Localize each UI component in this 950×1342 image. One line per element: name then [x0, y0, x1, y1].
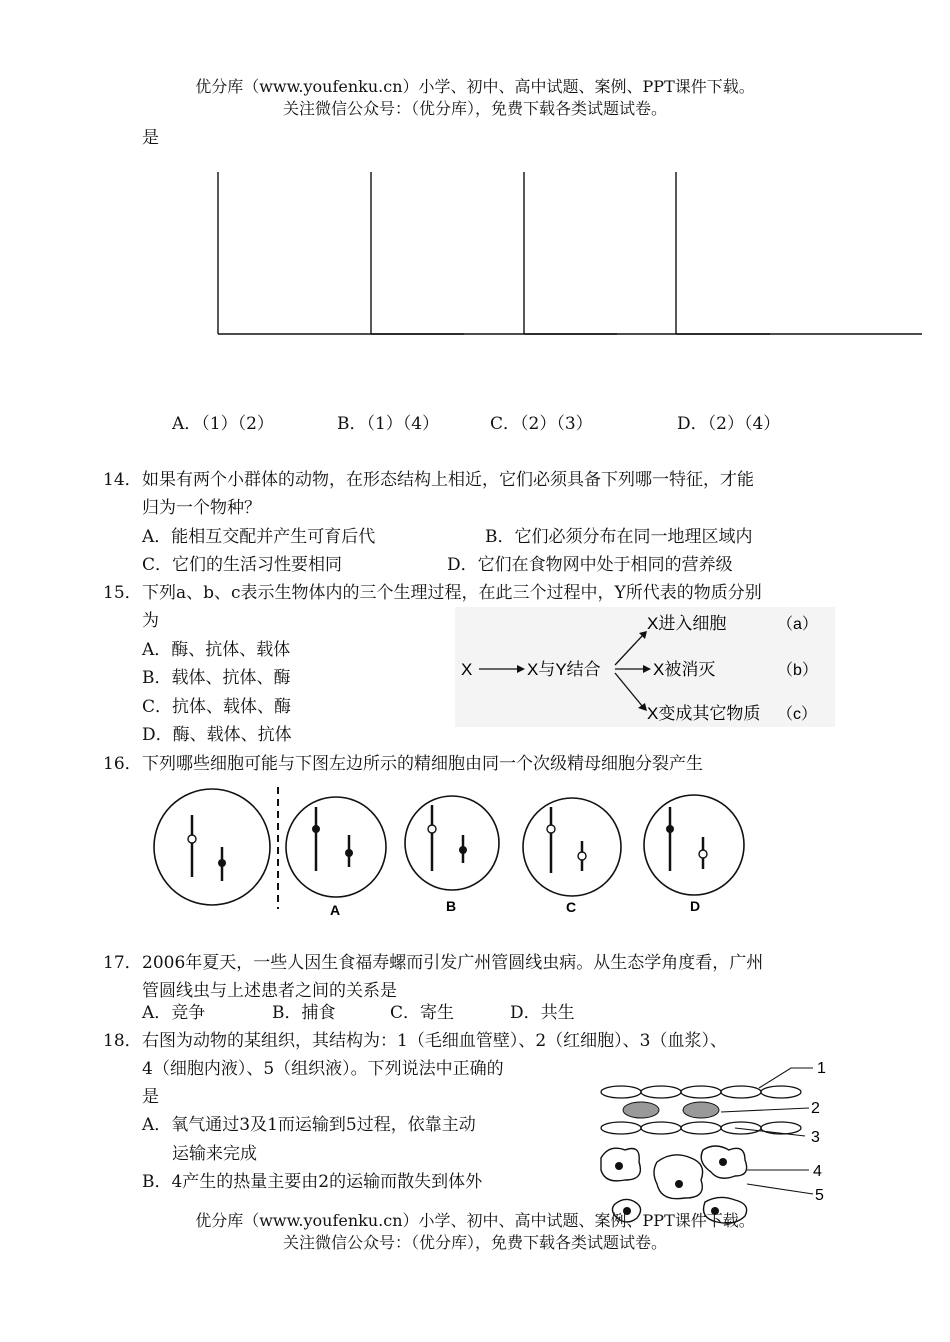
q18-stem-2: 4（细胞内液）、5（组织液）。下列说法中正确的	[142, 1059, 504, 1079]
q14-option-a[interactable]: A．能相互交配并产生可育后代	[142, 527, 376, 547]
cell-c-label: C	[566, 899, 577, 915]
q15-stem-1: 下列a、b、c表示生物体内的三个生理过程，在此三个过程中，Y所代表的物质分别	[142, 583, 762, 603]
diagram-branch-b: X被消灭	[653, 660, 716, 679]
q15-process-diagram	[455, 607, 835, 727]
q17-option-d[interactable]: D．共生	[510, 1003, 575, 1023]
header-line-2: 关注微信公众号：（优分库），免费下载各类试题试卷。	[282, 99, 667, 118]
q17-number: 17．	[103, 953, 142, 973]
q16-number: 16．	[103, 754, 142, 774]
q18-option-a-1[interactable]: A．氧气通过3及1而运输到5过程，依靠主动	[142, 1115, 476, 1135]
q18-option-a-2: 运输来完成	[172, 1144, 257, 1164]
diagram-branch-c: X变成其它物质	[647, 704, 761, 723]
q18-stem-1: 右图为动物的某组织，其结构为：1（毛细血管壁）、2（红细胞）、3（血浆）、	[142, 1031, 727, 1051]
diagram-label-b: （b）	[777, 662, 818, 679]
cell-b[interactable]	[405, 796, 499, 914]
q18-number: 18．	[103, 1031, 142, 1051]
footer-line-1: 优分库（www.youfenku.cn）小学、初中、高中试题、案例、PPT课件下载。	[195, 1211, 755, 1230]
reference-cell	[154, 789, 270, 905]
q15-number: 15．	[103, 583, 142, 603]
q14-stem-2: 归为一个物种？	[142, 498, 261, 518]
q18-stem-3: 是	[142, 1087, 159, 1107]
cell-b-label: B	[446, 898, 457, 914]
diagram-label-a: （a）	[777, 616, 818, 633]
q13-option-c[interactable]: C．（2）（3）	[490, 414, 593, 434]
red-blood-cell	[623, 1102, 659, 1118]
q14-option-b[interactable]: B．它们必须分布在同一地理区域内	[485, 527, 753, 547]
q14-stem-1: 如果有两个小群体的动物，在形态结构上相近，它们必须具备下列哪一特征，才能	[142, 470, 754, 490]
q15-option-a[interactable]: A．酶、抗体、载体	[142, 640, 291, 660]
capillary-wall-top	[601, 1086, 801, 1098]
q15-option-d[interactable]: D．酶、载体、抗体	[142, 725, 292, 745]
footer-line-2: 关注微信公众号：（优分库），免费下载各类试题试卷。	[282, 1233, 667, 1252]
q17-stem-1: 2006年夏天，一些人因生食福寿螺而引发广州管圆线虫病。从生态学角度看，广州	[142, 953, 764, 973]
q13-tail: 是	[142, 128, 159, 148]
diagram-xy-bind: X与Y结合	[527, 660, 601, 679]
diagram-branch-a: X进入细胞	[647, 614, 727, 633]
q14-option-c[interactable]: C．它们的生活习性要相同	[142, 555, 343, 575]
diagram-x-start: X	[461, 660, 473, 679]
q14-number: 14．	[103, 470, 142, 490]
q18-option-b[interactable]: B．4产生的热量主要由2的运输而散失到体外	[142, 1172, 483, 1192]
q17-option-c[interactable]: C．寄生	[390, 1003, 455, 1023]
q17-stem-2: 管圆线虫与上述患者之间的关系是	[142, 981, 397, 1001]
q15-option-c[interactable]: C．抗体、载体、酶	[142, 697, 292, 717]
q13-option-d[interactable]: D．（2）（4）	[677, 414, 781, 434]
tissue-label-1: 1	[817, 1060, 826, 1077]
cell-d-label: D	[690, 898, 701, 914]
q14-option-d[interactable]: D．它们在食物网中处于相同的营养级	[447, 555, 733, 575]
tissue-label-3: 3	[811, 1129, 820, 1146]
q17-option-a[interactable]: A．竞争	[142, 1003, 206, 1023]
diagram-label-c: （c）	[777, 706, 818, 723]
q13-charts	[0, 160, 950, 390]
red-blood-cell	[683, 1102, 719, 1118]
q13-option-a[interactable]: A．（1）（2）	[172, 414, 274, 434]
q17-option-b[interactable]: B．捕食	[272, 1003, 336, 1023]
header-line-1: 优分库（www.youfenku.cn）小学、初中、高中试题、案例、PPT课件下载。	[195, 77, 755, 96]
q13-option-b[interactable]: B．（1）（4）	[337, 414, 440, 434]
tissue-label-4: 4	[813, 1163, 822, 1180]
cell-a-label: A	[330, 902, 341, 918]
cell-a[interactable]	[286, 797, 386, 918]
tissue-label-5: 5	[815, 1187, 824, 1204]
cell-c[interactable]	[523, 798, 621, 915]
q16-stem: 下列哪些细胞可能与下图左边所示的精细胞由同一个次级精母细胞分裂产生	[142, 754, 703, 774]
tissue-label-2: 2	[811, 1100, 820, 1117]
q15-option-b[interactable]: B．载体、抗体、酶	[142, 668, 291, 688]
cell-d[interactable]	[644, 795, 744, 914]
q16-cell-figure	[150, 785, 770, 920]
q18-tissue-figure	[595, 1058, 845, 1230]
q15-stem-2: 为	[142, 611, 159, 631]
